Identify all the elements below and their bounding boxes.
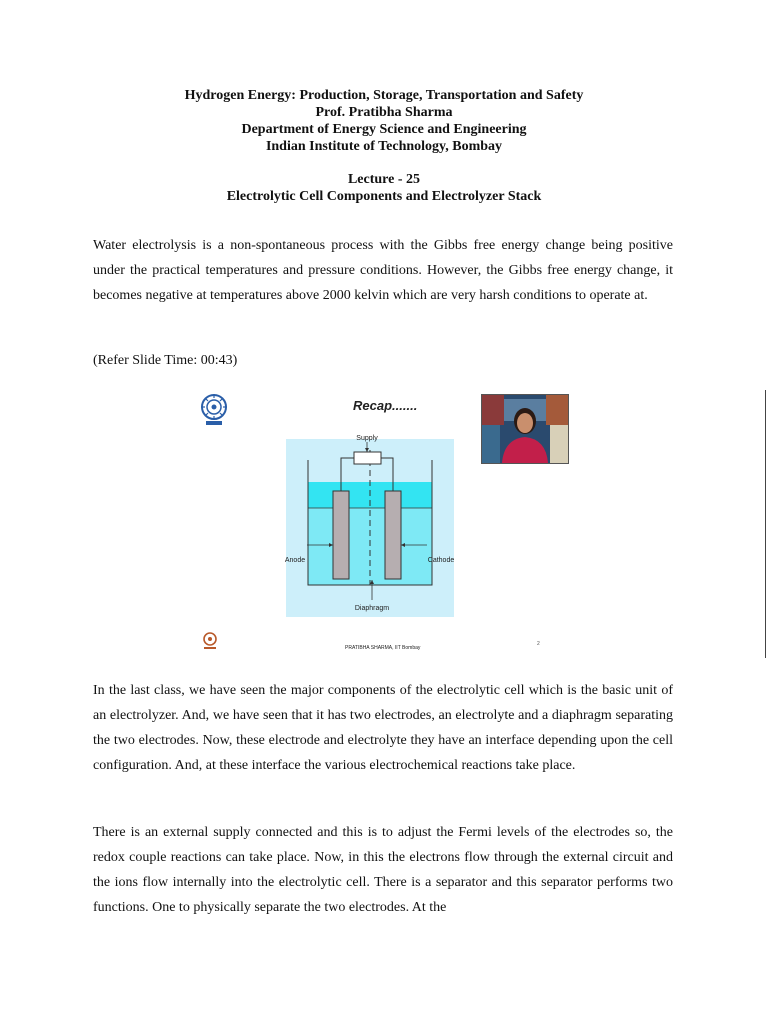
slide-credit: PRATIBHA SHARMA, IIT Bombay	[345, 645, 421, 651]
presenter-image	[482, 395, 568, 463]
refer-slide-time: (Refer Slide Time: 00:43)	[93, 353, 238, 368]
institute-name: Indian Institute of Technology, Bombay	[265, 139, 503, 154]
lecture-heading	[0, 171, 768, 205]
paragraph-external-supply: There is an external supply connected and this is to adjust the Fermi levels of the electrodes so, the redox couple reactions can take place. Now, in this the electrons flow through the external circuit and the ions flow internally into the electrolytic cell. There is a separator and this separator performs two functions. One to physically separate the two electrodes. At the	[93, 825, 673, 915]
cathode-electrode	[385, 491, 401, 579]
course-title: Hydrogen Energy: Production, Storage, Transportation and Safety	[184, 88, 584, 103]
slide-title: Recap.......	[353, 398, 418, 413]
paragraph-last-class: In the last class, we have seen the major components of the electrolytic cell which is the basic unit of an electrolyzer. And, we have seen that it has two electrodes, an electrolyte and a diaphragm separating the two electrodes. Now, these electrode and electrolyte they have an interface depending upon the cell configuration. And, at these interface the various electrochemical reactions take place.	[93, 683, 673, 773]
diaphragm-label: Diaphragm	[354, 605, 390, 612]
slide-divider	[765, 390, 766, 658]
presenter-video-inset	[481, 394, 569, 464]
professor-name: Prof. Pratibha Sharma	[315, 105, 453, 120]
lecture-number: Lecture - 25	[347, 172, 421, 187]
supply-box	[354, 452, 381, 464]
supply-label: Supply	[356, 435, 378, 442]
lecture-title: Electrolytic Cell Components and Electrolyzer Stack	[226, 189, 542, 204]
department-name: Department of Energy Science and Engineering	[241, 122, 527, 137]
slide-page-number: 2	[537, 641, 540, 647]
cathode-label: Cathode	[427, 557, 455, 564]
anode-label: Anode	[284, 557, 306, 564]
paragraph-intro: Water electrolysis is a non-spontaneous process with the Gibbs free energy change being positive under the practical temperatures and pressure conditions. However, the Gibbs free energy change, it becomes negative at temperatures above 2000 kelvin which are very harsh conditions to operate at.	[93, 238, 673, 303]
anode-electrode	[333, 491, 349, 579]
slide-figure	[197, 390, 571, 658]
document-header	[0, 87, 768, 155]
nptel-logo-icon	[201, 631, 219, 651]
